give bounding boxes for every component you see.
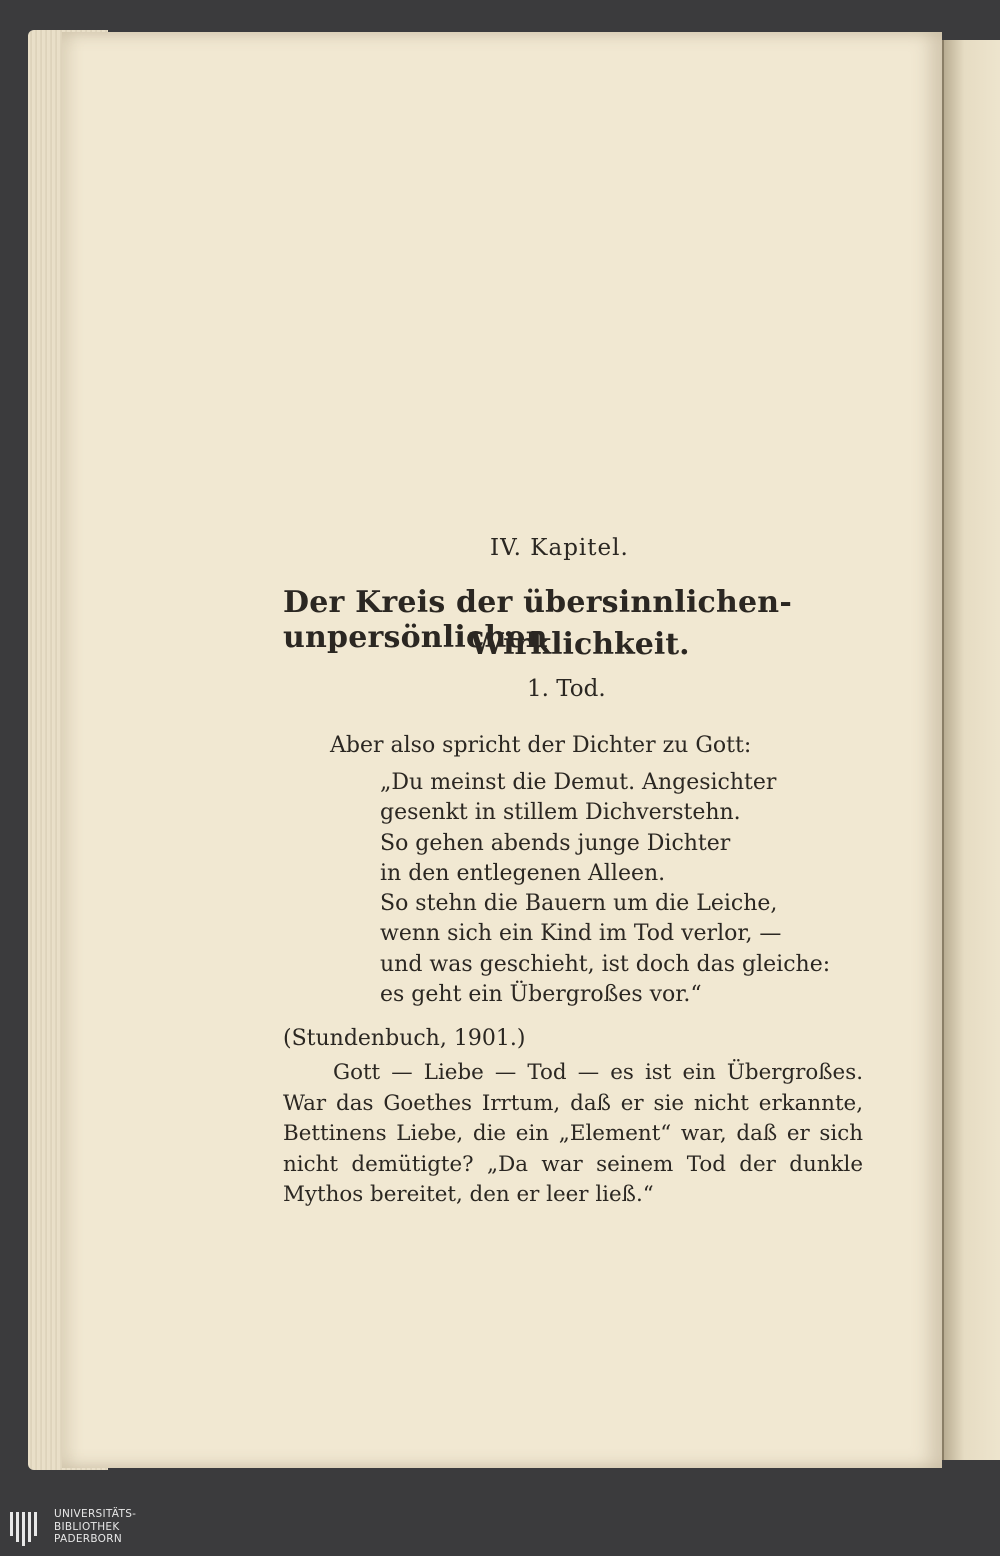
logo-line: PADERBORN [54,1533,122,1545]
poem-source: (Stundenbuch, 1901.) [283,1026,526,1051]
poem-line: So stehn die Bauern um die Leiche, [380,891,778,917]
poem-line: es geht ein Übergroßes vor.“ [380,982,702,1008]
logo-line: BIBLIOTHEK [54,1520,120,1533]
poem-line: So gehen abends junge Dichter [380,830,731,856]
chapter-title-line-1: Der Kreis der übersinnlichen-unpersönlichen [283,585,792,655]
prose-line: Mythos bereitet, den er leer ließ.“ [283,1182,654,1208]
prose-paragraph [283,1058,863,1211]
library-logo [8,1508,188,1552]
poem-line: und was geschieht, ist doch das gleiche: [380,951,831,977]
poem-block [380,768,830,1010]
logo-line: UNIVERSITÄTS- [54,1508,137,1520]
poem-line: gesenkt in stillem Dichverstehn. [380,800,741,826]
intro-line: Aber also spricht der Dichter zu Gott: [330,733,752,758]
prose-line: War das Goethes Irrtum, daß er sie nicht erkannte, [283,1090,863,1116]
library-logo-icon [8,1510,44,1548]
chapter-title-line-2: Wirklichkeit. [470,627,690,662]
prose-line: nicht demütigte? „Da war seinem Tod der dunkle [283,1151,863,1177]
prose-line: Gott — Liebe — Tod — es ist ein Übergroßes. [333,1060,863,1085]
chapter-heading: IV. Kapitel. [490,535,629,561]
poem-line: in den entlegenen Alleen. [380,860,666,886]
section-heading: 1. Tod. [527,676,606,702]
show-through-texture [270,150,880,480]
poem-line: „Du meinst die Demut. Angesichter [380,770,777,795]
facing-page-edge [942,40,1000,1460]
poem-line: wenn sich ein Kind im Tod verlor, — [380,921,782,947]
library-logo-text [54,1508,136,1546]
prose-line: Bettinens Liebe, die ein „Element“ war, daß er sich [283,1121,863,1147]
